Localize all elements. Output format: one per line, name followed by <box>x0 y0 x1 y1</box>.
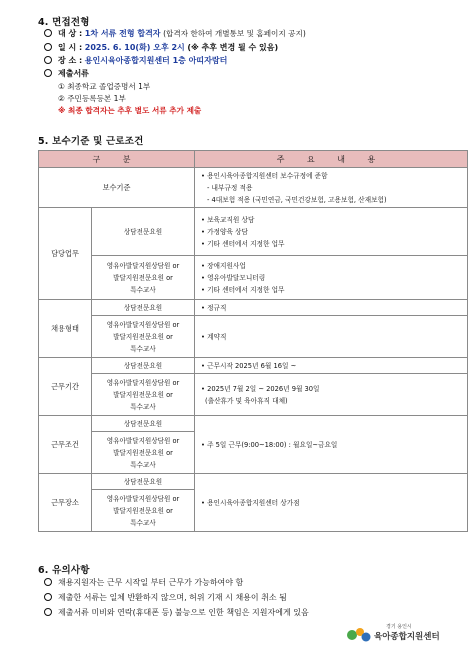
circle-bullet-icon <box>44 593 52 601</box>
duty-role-1-item: • 가정양육 상담 <box>201 227 248 236</box>
duty-role-2-item: • 영유아발달모니터링 <box>201 273 266 282</box>
role-2-line-a: 영유아발달지원상담원 or <box>106 320 180 329</box>
role-2-line-b: 발달지원전문요원 or <box>113 448 173 457</box>
period-role-1-value: • 근무시작 2025년 6월 16일 ~ <box>195 358 468 374</box>
documents-label: 제출서류 <box>58 69 89 78</box>
date-note: (※ 추후 변경 될 수 있음) <box>187 43 279 52</box>
period-role-2-content <box>195 374 468 416</box>
circle-bullet-icon <box>44 69 52 77</box>
logo-small-text: 경기 용인시 <box>386 624 412 630</box>
role-2-line-b: 발달지원전문요원 or <box>113 506 173 515</box>
notice-text-1: 채용지원자는 근무 시작일 부터 근무가 가능하여야 함 <box>58 578 244 587</box>
target-note: (합격자 한하여 개별통보 및 홈페이지 공지) <box>163 29 306 38</box>
pay-content <box>195 168 468 208</box>
pay-label: 보수기준 <box>39 168 195 208</box>
header-content: 주 요 내 용 <box>195 151 468 168</box>
role-2-line-b: 발달지원전문요원 or <box>113 390 173 399</box>
section-6-title: 6. 유의사항 <box>38 565 90 576</box>
period-role-1: 상담전문요원 <box>92 358 195 374</box>
interview-date-row <box>44 42 278 53</box>
role-2-line-a: 영유아발달지원상담원 or <box>106 378 180 387</box>
duty-role-1-item: • 보육교직원 상담 <box>201 215 255 224</box>
circle-bullet-icon <box>44 29 52 37</box>
interview-target-row <box>44 28 306 39</box>
role-2-line-c: 특수교사 <box>130 402 156 411</box>
notice-item <box>44 607 309 618</box>
circle-bullet-icon <box>44 578 52 586</box>
location-label: 근무장소 <box>39 474 92 532</box>
conditions-table <box>38 150 468 532</box>
location-role-1: 상담전문요원 <box>92 474 195 490</box>
role-2-line-c: 특수교사 <box>130 518 156 527</box>
notice-item <box>44 592 287 603</box>
role-2-line-a: 영유아발달지원상담원 or <box>106 436 180 445</box>
circle-bullet-icon <box>44 608 52 616</box>
table-row <box>39 256 468 300</box>
logo-big-text: 육아종합지원센터 <box>374 632 440 642</box>
location-role-2 <box>92 490 195 532</box>
document-note: ※ 최종 합격자는 추후 별도 서류 추가 제출 <box>58 106 202 115</box>
hire-role-1-value: • 정규직 <box>195 300 468 316</box>
table-header-row <box>39 151 468 168</box>
target-value: 1차 서류 전형 합격자 <box>84 29 161 38</box>
duty-label: 담당업무 <box>39 208 92 300</box>
hire-role-2-value: • 계약직 <box>195 316 468 358</box>
hire-role-2 <box>92 316 195 358</box>
pay-line-2: - 내부규정 적용 <box>207 183 253 192</box>
date-value: 2025. 6. 10(화) 오후 2시 <box>84 43 185 52</box>
document-item-2: ② 주민등록등본 1부 <box>58 94 126 103</box>
table-row <box>39 168 468 208</box>
interview-place-row <box>44 55 227 66</box>
table-row <box>39 300 468 316</box>
duty-role-2-item: • 장애지원사업 <box>201 261 246 270</box>
table-row <box>39 374 468 416</box>
duty-role-1-content <box>195 208 468 256</box>
conditions-value: • 주 5일 근무(9:00~18:00) : 월요일~금요일 <box>195 416 468 474</box>
target-label: 대 상 : <box>58 29 83 38</box>
header-category: 구 분 <box>39 151 195 168</box>
place-label: 장 소 : <box>58 56 83 65</box>
hire-role-1: 상담전문요원 <box>92 300 195 316</box>
documents-row <box>44 68 89 79</box>
circle-bullet-icon <box>44 43 52 51</box>
table-row <box>39 416 468 432</box>
logo-mark-icon <box>346 627 372 643</box>
notice-text-3: 제출서류 미비와 연락(휴대폰 등) 불능으로 인한 책임은 지원자에게 있음 <box>58 608 309 617</box>
duty-role-2-item: • 기타 센터에서 지정한 업무 <box>201 285 285 294</box>
section-5-title: 5. 보수기준 및 근로조건 <box>38 136 144 147</box>
notice-text-2: 제출한 서류는 일체 반환하지 않으며, 허위 기재 시 채용이 취소 됨 <box>58 593 287 602</box>
notice-item <box>44 577 243 588</box>
table-row <box>39 358 468 374</box>
table-row <box>39 208 468 256</box>
date-label: 일 시 : <box>58 43 83 52</box>
role-2-line-c: 특수교사 <box>130 344 156 353</box>
conditions-role-1: 상담전문요원 <box>92 416 195 432</box>
pay-line-1: • 용인시육아종합지원센터 보수규정에 준함 <box>201 171 328 180</box>
table-row <box>39 474 468 490</box>
duty-role-1-item: • 기타 센터에서 지정한 업무 <box>201 239 285 248</box>
role-2-line-c: 특수교사 <box>130 460 156 469</box>
location-value: • 용인시육아종합지원센터 상가점 <box>195 474 468 532</box>
duty-role-2-content <box>195 256 468 300</box>
period-role-2-value-2: (출산휴가 및 육아휴직 대체) <box>205 396 288 405</box>
duty-role-2 <box>92 256 195 300</box>
hire-label: 채용형태 <box>39 300 92 358</box>
period-role-2 <box>92 374 195 416</box>
section-4-title: 4. 면접전형 <box>38 17 90 28</box>
role-2-line-c: 특수교사 <box>130 285 156 294</box>
role-2-line-b: 발달지원전문요원 or <box>113 273 173 282</box>
conditions-label: 근무조건 <box>39 416 92 474</box>
table-row <box>39 316 468 358</box>
circle-bullet-icon <box>44 56 52 64</box>
place-value: 용인시육아종합지원센터 1층 아띠자람터 <box>84 56 228 65</box>
period-role-2-value-1: • 2025년 7월 2일 ~ 2026년 9월 30일 <box>201 384 320 393</box>
duty-role-1: 상담전문요원 <box>92 208 195 256</box>
role-2-line-a: 영유아발달지원상담원 or <box>106 261 180 270</box>
role-2-line-b: 발달지원전문요원 or <box>113 332 173 341</box>
document-item-1: ① 최종학교 졸업증명서 1부 <box>58 82 151 91</box>
period-label: 근무기간 <box>39 358 92 416</box>
role-2-line-a: 영유아발달지원상담원 or <box>106 494 180 503</box>
conditions-role-2 <box>92 432 195 474</box>
pay-line-3: - 4대보험 적용 (국민연금, 국민건강보험, 고용보험, 산재보험) <box>207 195 387 204</box>
